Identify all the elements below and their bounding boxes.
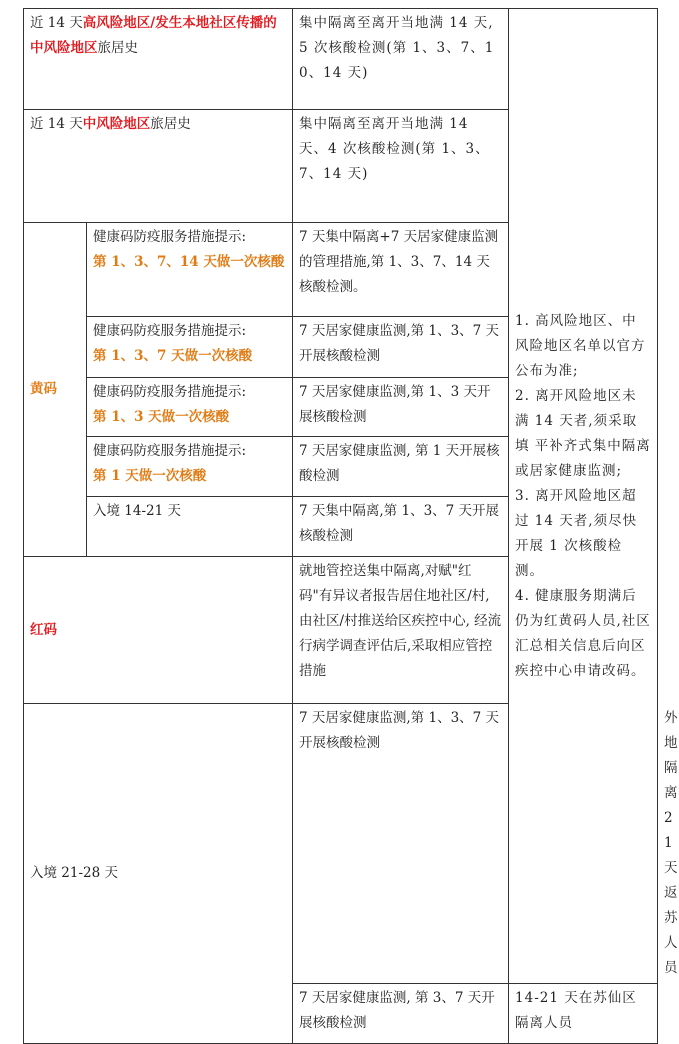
high-risk-prefix: 近 14 天: [30, 15, 83, 31]
yellow-tip-text: 健康码防疫服务措施提示:: [93, 384, 247, 400]
note-2: 2. 离开风险地区未满 14 天者,须采取填 平补齐式集中隔离或居家健康监测;: [515, 387, 651, 479]
yellow-measure-cell: 7 天居家健康监测, 第 1 天开展核酸检测: [293, 437, 509, 497]
yellow-tip-cell: [87, 378, 293, 437]
mid-risk-measure-cell: 集中隔离至离开当地满 14 天、4 次核酸检测(第 1、3、7、14 天): [293, 110, 509, 223]
yellow-measure-cell: 7 天集中隔离+7 天居家健康监测的管理措施,第 1、3、7、14 天核酸检测。: [293, 223, 509, 317]
yellow-tip-cell: [87, 317, 293, 378]
note-3: 3. 离开风险地区超过 14 天者,须尽快开展 1 次核酸检测。: [515, 487, 638, 579]
yellow-tip-highlight: 第 1 天做一次核酸: [93, 468, 207, 484]
notes-cell: [509, 9, 658, 984]
yellow-tip-text: 健康码防疫服务措施提示:: [93, 443, 247, 459]
entry-note-cell: 14-21 天在苏仙区隔离人员: [509, 984, 658, 1044]
mid-risk-suffix: 旅居史: [150, 116, 191, 132]
high-risk-suffix: 旅居史: [97, 40, 138, 56]
row-high-risk: [24, 9, 658, 110]
yellow-tip-highlight: 第 1、3 天做一次核酸: [93, 409, 230, 425]
yellow-code-label: 黄码: [24, 223, 87, 557]
yellow-tip-cell: [87, 223, 293, 317]
note-1: 1. 高风险地区、中风险地区名单以官方 公布为准;: [515, 312, 646, 379]
entry-measure-cell: 7 天居家健康监测,第 1、3、7 天开展核酸检测: [293, 704, 509, 984]
yellow-tip-cell: [87, 497, 293, 557]
entry-measure-cell: 7 天居家健康监测, 第 3、7 天开展核酸检测: [293, 984, 509, 1044]
yellow-tip-text: 健康码防疫服务措施提示:: [93, 229, 247, 245]
high-risk-measure-cell: 集中隔离至离开当地满 14 天,5 次核酸检测(第 1、3、7、10、14 天): [293, 9, 509, 110]
yellow-measure-cell: 7 天居家健康监测,第 1、3 天开展核酸检测: [293, 378, 509, 437]
mid-risk-highlight: 中风险地区: [82, 116, 151, 132]
yellow-tip-cell: [87, 437, 293, 497]
yellow-tip-text: 入境 14-21 天: [93, 503, 182, 519]
row-entry-1: 入境 21-28 天 7 天居家健康监测,第 1、3、7 天开展核酸检测 外地隔离 21 天返苏人员: [24, 704, 658, 984]
note-4: 4. 健康服务期满后仍为红黄码人员,社区汇总相关信息后向区疾控中心申请改码。: [515, 587, 651, 679]
high-risk-condition-cell: [24, 9, 293, 110]
red-code-measure-cell: 就地管控送集中隔离,对赋"红码"有异议者报告居住地社区/村,由社区/村推送给区疾控中心, 经流行病学调查评估后,采取相应管控措施: [293, 557, 509, 704]
entry-21-28-label: 入境 21-28 天: [24, 704, 293, 1044]
yellow-measure-cell: 7 天集中隔离,第 1、3、7 天开展核酸检测: [293, 497, 509, 557]
mid-risk-prefix: 近 14 天: [30, 116, 83, 132]
red-code-label: 红码: [24, 557, 293, 704]
yellow-tip-highlight: 第 1、3、7、14 天做一次核酸: [93, 254, 285, 270]
mid-risk-condition-cell: [24, 110, 293, 223]
yellow-tip-highlight: 第 1、3、7 天做一次核酸: [93, 348, 253, 364]
epidemic-measures-table: [23, 8, 679, 1044]
high-risk-highlight: 高风险地区/发生本地社区传播的中风险地区: [30, 15, 277, 56]
yellow-tip-text: 健康码防疫服务措施提示:: [93, 323, 247, 339]
yellow-measure-cell: 7 天居家健康监测,第 1、3、7 天开展核酸检测: [293, 317, 509, 378]
